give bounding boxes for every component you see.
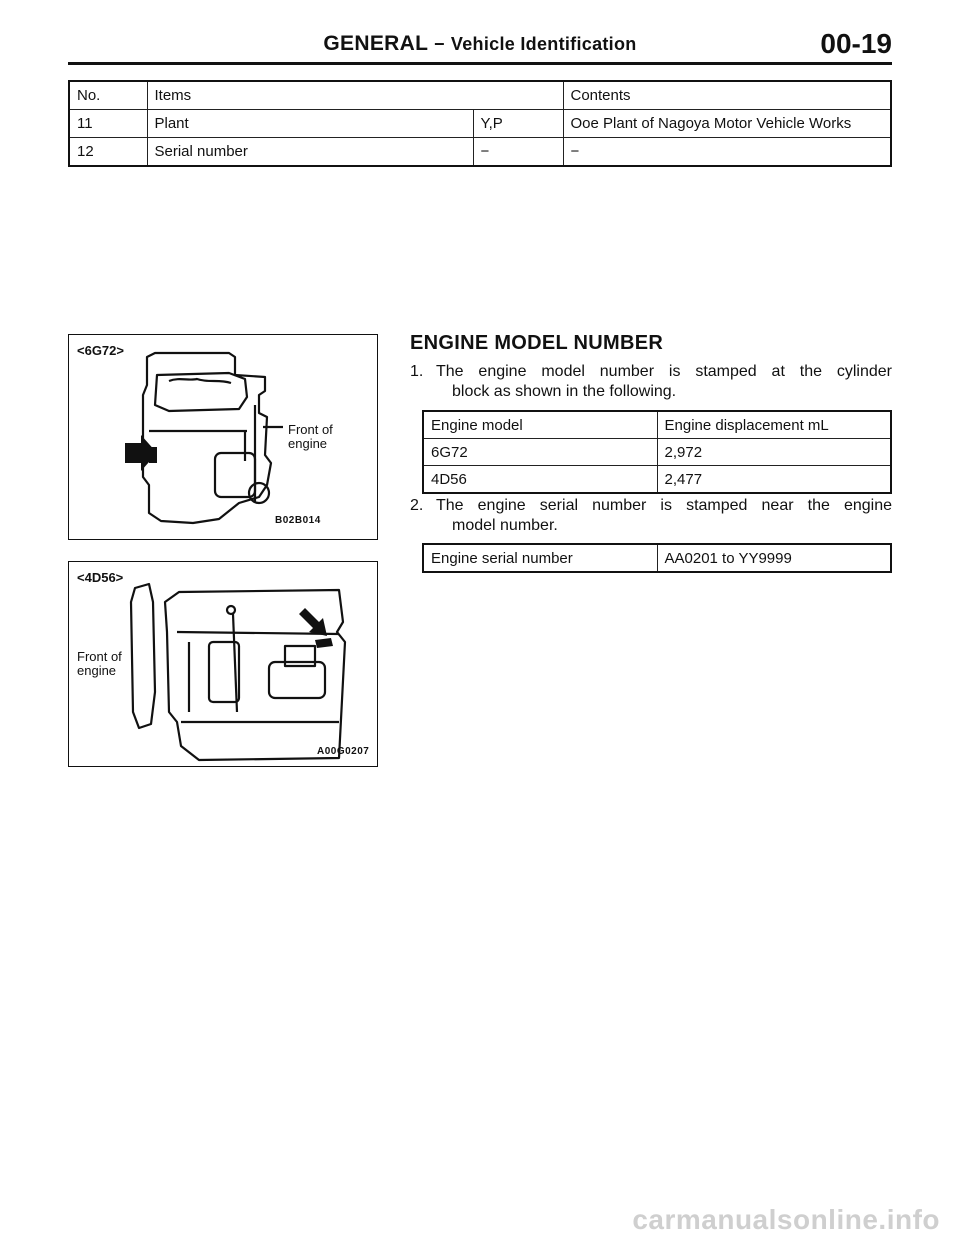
note-line: engine bbox=[288, 436, 328, 451]
table-cell: − bbox=[563, 138, 891, 167]
step-1-paragraph bbox=[410, 362, 892, 402]
vehicle-id-table bbox=[68, 80, 892, 167]
note-line: Front of bbox=[288, 422, 333, 437]
engine-figure-4d56 bbox=[68, 561, 378, 767]
table-cell: 4D56 bbox=[423, 466, 657, 494]
table-header-row bbox=[69, 81, 891, 110]
engine-serial-table bbox=[422, 543, 892, 573]
engine-displacement-table bbox=[422, 410, 892, 494]
page-subtitle: Vehicle Identification bbox=[450, 34, 637, 54]
watermark: carmanualsonline.info bbox=[632, 1204, 940, 1235]
title-dash: − bbox=[433, 34, 445, 54]
table-row bbox=[423, 439, 891, 466]
arrow-icon bbox=[299, 608, 327, 636]
step-number: 1. bbox=[410, 363, 424, 380]
table-header-row bbox=[423, 411, 891, 439]
table-cell: AA0201 to YY9999 bbox=[657, 544, 891, 572]
front-of-engine-note bbox=[77, 650, 122, 678]
header-cell-items: Items bbox=[147, 81, 563, 110]
section-name: GENERAL bbox=[323, 32, 428, 55]
table-cell: Plant bbox=[147, 110, 473, 138]
table-cell: 2,972 bbox=[657, 439, 891, 466]
table-cell: 11 bbox=[69, 110, 147, 138]
step-2-paragraph bbox=[410, 496, 892, 536]
header-cell-no: No. bbox=[69, 81, 147, 110]
section-heading: ENGINE MODEL NUMBER bbox=[410, 332, 664, 354]
table-cell: − bbox=[473, 138, 563, 167]
header-cell-contents: Contents bbox=[563, 81, 891, 110]
table-row bbox=[69, 110, 891, 138]
note-line: Front of bbox=[77, 649, 122, 664]
figure-code: A00G0207 bbox=[317, 746, 370, 757]
note-line: engine bbox=[77, 663, 117, 678]
front-of-engine-note bbox=[288, 423, 333, 451]
figure-label: <4D56> bbox=[77, 570, 124, 585]
page-number: 00-19 bbox=[820, 28, 892, 59]
step-text-line: The engine model number is stamped at the cylinder bbox=[436, 363, 892, 380]
header-cell-displacement: Engine displacement mL bbox=[657, 411, 891, 439]
table-cell: 12 bbox=[69, 138, 147, 167]
table-row bbox=[423, 466, 891, 494]
page-header bbox=[68, 28, 892, 65]
step-text-line: model number. bbox=[452, 517, 558, 534]
table-row bbox=[69, 138, 891, 167]
step-text-line: The engine serial number is stamped near the engine bbox=[436, 497, 892, 514]
figure-code: B02B014 bbox=[275, 515, 321, 526]
step-number: 2. bbox=[410, 497, 424, 514]
table-cell: 2,477 bbox=[657, 466, 891, 494]
header-cell-engine-model: Engine model bbox=[423, 411, 657, 439]
figure-label: <6G72> bbox=[77, 343, 124, 358]
table-cell: Y,P bbox=[473, 110, 563, 138]
table-row bbox=[423, 544, 891, 572]
table-cell: Ooe Plant of Nagoya Motor Vehicle Works bbox=[563, 110, 891, 138]
table-cell: Engine serial number bbox=[423, 544, 657, 572]
table-cell: Serial number bbox=[147, 138, 473, 167]
page-title bbox=[68, 32, 892, 56]
table-cell: 6G72 bbox=[423, 439, 657, 466]
engine-figure-6g72 bbox=[68, 334, 378, 540]
step-text-line: block as shown in the following. bbox=[452, 383, 677, 400]
